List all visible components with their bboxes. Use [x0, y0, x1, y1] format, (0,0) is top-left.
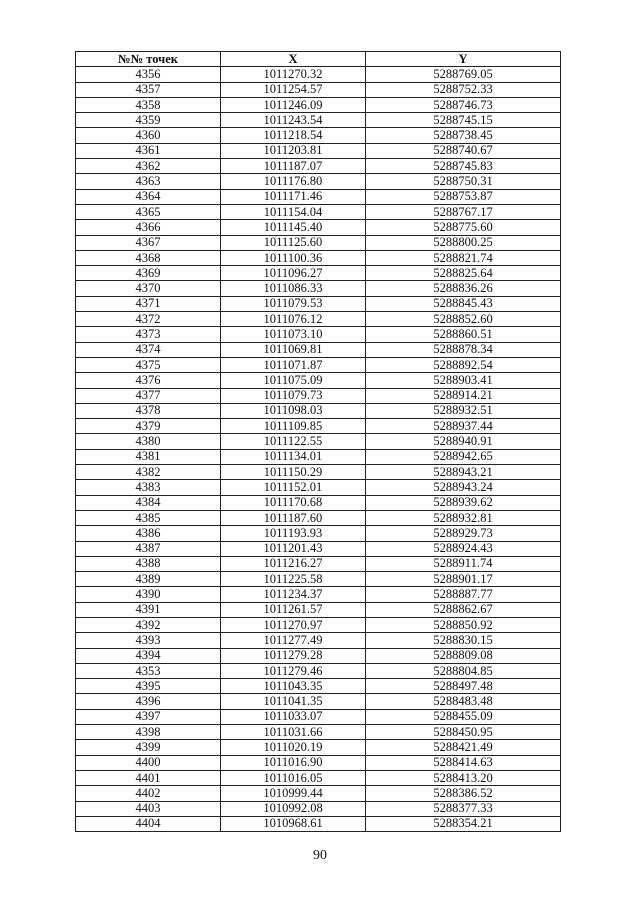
y-coordinate-cell: 5288386.52 — [366, 786, 561, 801]
point-number-cell: 4361 — [76, 143, 221, 158]
point-number-cell: 4375 — [76, 357, 221, 372]
point-number-cell: 4369 — [76, 266, 221, 281]
point-number-cell: 4379 — [76, 419, 221, 434]
x-coordinate-cell: 1011016.05 — [221, 770, 366, 785]
x-coordinate-cell: 1011073.10 — [221, 327, 366, 342]
y-coordinate-cell: 5288483.48 — [366, 694, 561, 709]
table-row — [76, 725, 561, 740]
y-coordinate-cell: 5288940.91 — [366, 434, 561, 449]
table-row — [76, 113, 561, 128]
point-number-cell: 4376 — [76, 373, 221, 388]
x-coordinate-cell: 1011246.09 — [221, 97, 366, 112]
x-coordinate-cell: 1011100.36 — [221, 250, 366, 265]
table-row — [76, 816, 561, 831]
table-row — [76, 128, 561, 143]
point-number-cell: 4388 — [76, 556, 221, 571]
x-coordinate-cell: 1011193.93 — [221, 526, 366, 541]
point-number-cell: 4403 — [76, 801, 221, 816]
point-number-cell: 4353 — [76, 663, 221, 678]
point-number-cell: 4400 — [76, 755, 221, 770]
point-number-cell: 4392 — [76, 617, 221, 632]
point-number-cell: 4374 — [76, 342, 221, 357]
table-row — [76, 617, 561, 632]
y-coordinate-cell: 5288421.49 — [366, 740, 561, 755]
table-row — [76, 465, 561, 480]
point-number-cell: 4399 — [76, 740, 221, 755]
coordinates-table — [75, 51, 561, 832]
x-coordinate-cell: 1011187.07 — [221, 159, 366, 174]
y-coordinate-cell: 5288939.62 — [366, 495, 561, 510]
table-row — [76, 556, 561, 571]
y-coordinate-cell: 5288911.74 — [366, 556, 561, 571]
table-row — [76, 97, 561, 112]
x-coordinate-cell: 1011043.35 — [221, 679, 366, 694]
point-number-cell: 4378 — [76, 403, 221, 418]
point-number-cell: 4357 — [76, 82, 221, 97]
y-coordinate-cell: 5288804.85 — [366, 663, 561, 678]
table-row — [76, 740, 561, 755]
y-coordinate-cell: 5288738.45 — [366, 128, 561, 143]
x-coordinate-cell: 1011170.68 — [221, 495, 366, 510]
table-row — [76, 709, 561, 724]
y-coordinate-cell: 5288414.63 — [366, 755, 561, 770]
header-point-number: №№ точек — [76, 52, 221, 67]
table-row — [76, 801, 561, 816]
y-coordinate-cell: 5288450.95 — [366, 725, 561, 740]
x-coordinate-cell: 1011225.58 — [221, 572, 366, 587]
table-header — [76, 52, 561, 67]
table-row — [76, 602, 561, 617]
point-number-cell: 4396 — [76, 694, 221, 709]
point-number-cell: 4365 — [76, 204, 221, 219]
x-coordinate-cell: 1011109.85 — [221, 419, 366, 434]
table-row — [76, 770, 561, 785]
x-coordinate-cell: 1011218.54 — [221, 128, 366, 143]
x-coordinate-cell: 1011154.04 — [221, 204, 366, 219]
x-coordinate-cell: 1011279.28 — [221, 648, 366, 663]
y-coordinate-cell: 5288800.25 — [366, 235, 561, 250]
point-number-cell: 4386 — [76, 526, 221, 541]
point-number-cell: 4360 — [76, 128, 221, 143]
x-coordinate-cell: 1011016.90 — [221, 755, 366, 770]
point-number-cell: 4394 — [76, 648, 221, 663]
x-coordinate-cell: 1011171.46 — [221, 189, 366, 204]
point-number-cell: 4395 — [76, 679, 221, 694]
x-coordinate-cell: 1011243.54 — [221, 113, 366, 128]
point-number-cell: 4402 — [76, 786, 221, 801]
x-coordinate-cell: 1011216.27 — [221, 556, 366, 571]
x-coordinate-cell: 1011150.29 — [221, 465, 366, 480]
y-coordinate-cell: 5288845.43 — [366, 296, 561, 311]
y-coordinate-cell: 5288767.17 — [366, 204, 561, 219]
x-coordinate-cell: 1011086.33 — [221, 281, 366, 296]
x-coordinate-cell: 1011279.46 — [221, 663, 366, 678]
table-row — [76, 250, 561, 265]
y-coordinate-cell: 5288903.41 — [366, 373, 561, 388]
point-number-cell: 4398 — [76, 725, 221, 740]
x-coordinate-cell: 1011075.09 — [221, 373, 366, 388]
table-row — [76, 663, 561, 678]
header-row — [76, 52, 561, 67]
x-coordinate-cell: 1011201.43 — [221, 541, 366, 556]
point-number-cell: 4381 — [76, 449, 221, 464]
table-row — [76, 373, 561, 388]
table-row — [76, 419, 561, 434]
y-coordinate-cell: 5288937.44 — [366, 419, 561, 434]
y-coordinate-cell: 5288752.33 — [366, 82, 561, 97]
point-number-cell: 4364 — [76, 189, 221, 204]
table-row — [76, 541, 561, 556]
table-row — [76, 434, 561, 449]
y-coordinate-cell: 5288775.60 — [366, 220, 561, 235]
x-coordinate-cell: 1011125.60 — [221, 235, 366, 250]
point-number-cell: 4372 — [76, 312, 221, 327]
table-row — [76, 403, 561, 418]
table-row — [76, 357, 561, 372]
y-coordinate-cell: 5288943.21 — [366, 465, 561, 480]
y-coordinate-cell: 5288821.74 — [366, 250, 561, 265]
point-number-cell: 4367 — [76, 235, 221, 250]
y-coordinate-cell: 5288354.21 — [366, 816, 561, 831]
point-number-cell: 4397 — [76, 709, 221, 724]
table-row — [76, 510, 561, 525]
x-coordinate-cell: 1011270.32 — [221, 67, 366, 82]
y-coordinate-cell: 5288413.20 — [366, 770, 561, 785]
point-number-cell: 4385 — [76, 510, 221, 525]
x-coordinate-cell: 1011277.49 — [221, 633, 366, 648]
y-coordinate-cell: 5288852.60 — [366, 312, 561, 327]
point-number-cell: 4389 — [76, 572, 221, 587]
table-row — [76, 449, 561, 464]
table-row — [76, 159, 561, 174]
x-coordinate-cell: 1011096.27 — [221, 266, 366, 281]
point-number-cell: 4356 — [76, 67, 221, 82]
y-coordinate-cell: 5288745.15 — [366, 113, 561, 128]
table-row — [76, 480, 561, 495]
x-coordinate-cell: 1011254.57 — [221, 82, 366, 97]
point-number-cell: 4358 — [76, 97, 221, 112]
y-coordinate-cell: 5288497.48 — [366, 679, 561, 694]
table-row — [76, 495, 561, 510]
table-row — [76, 526, 561, 541]
point-number-cell: 4366 — [76, 220, 221, 235]
y-coordinate-cell: 5288932.81 — [366, 510, 561, 525]
x-coordinate-cell: 1011033.07 — [221, 709, 366, 724]
point-number-cell: 4370 — [76, 281, 221, 296]
y-coordinate-cell: 5288892.54 — [366, 357, 561, 372]
y-coordinate-cell: 5288924.43 — [366, 541, 561, 556]
table-row — [76, 587, 561, 602]
table-row — [76, 143, 561, 158]
y-coordinate-cell: 5288887.77 — [366, 587, 561, 602]
table-row — [76, 694, 561, 709]
header-y: Y — [366, 52, 561, 67]
y-coordinate-cell: 5288850.92 — [366, 617, 561, 632]
y-coordinate-cell: 5288901.17 — [366, 572, 561, 587]
y-coordinate-cell: 5288830.15 — [366, 633, 561, 648]
x-coordinate-cell: 1011098.03 — [221, 403, 366, 418]
table-row — [76, 296, 561, 311]
y-coordinate-cell: 5288942.65 — [366, 449, 561, 464]
x-coordinate-cell: 1011270.97 — [221, 617, 366, 632]
y-coordinate-cell: 5288914.21 — [366, 388, 561, 403]
table-row — [76, 327, 561, 342]
y-coordinate-cell: 5288929.73 — [366, 526, 561, 541]
point-number-cell: 4373 — [76, 327, 221, 342]
point-number-cell: 4391 — [76, 602, 221, 617]
x-coordinate-cell: 1011145.40 — [221, 220, 366, 235]
x-coordinate-cell: 1011041.35 — [221, 694, 366, 709]
x-coordinate-cell: 1011203.81 — [221, 143, 366, 158]
table-body — [76, 67, 561, 832]
x-coordinate-cell: 1011152.01 — [221, 480, 366, 495]
y-coordinate-cell: 5288745.83 — [366, 159, 561, 174]
y-coordinate-cell: 5288740.67 — [366, 143, 561, 158]
point-number-cell: 4393 — [76, 633, 221, 648]
point-number-cell: 4362 — [76, 159, 221, 174]
table-row — [76, 82, 561, 97]
point-number-cell: 4359 — [76, 113, 221, 128]
point-number-cell: 4382 — [76, 465, 221, 480]
point-number-cell: 4363 — [76, 174, 221, 189]
point-number-cell: 4368 — [76, 250, 221, 265]
x-coordinate-cell: 1011187.60 — [221, 510, 366, 525]
x-coordinate-cell: 1011020.19 — [221, 740, 366, 755]
header-x: X — [221, 52, 366, 67]
x-coordinate-cell: 1011234.37 — [221, 587, 366, 602]
x-coordinate-cell: 1011176.80 — [221, 174, 366, 189]
y-coordinate-cell: 5288860.51 — [366, 327, 561, 342]
y-coordinate-cell: 5288377.33 — [366, 801, 561, 816]
table-row — [76, 235, 561, 250]
table-row — [76, 281, 561, 296]
y-coordinate-cell: 5288878.34 — [366, 342, 561, 357]
x-coordinate-cell: 1011134.01 — [221, 449, 366, 464]
table-row — [76, 67, 561, 82]
point-number-cell: 4371 — [76, 296, 221, 311]
y-coordinate-cell: 5288455.09 — [366, 709, 561, 724]
x-coordinate-cell: 1011076.12 — [221, 312, 366, 327]
table-row — [76, 648, 561, 663]
point-number-cell: 4383 — [76, 480, 221, 495]
table-row — [76, 204, 561, 219]
y-coordinate-cell: 5288769.05 — [366, 67, 561, 82]
table-row — [76, 174, 561, 189]
y-coordinate-cell: 5288836.26 — [366, 281, 561, 296]
y-coordinate-cell: 5288862.67 — [366, 602, 561, 617]
table-row — [76, 786, 561, 801]
y-coordinate-cell: 5288750.31 — [366, 174, 561, 189]
table-row — [76, 572, 561, 587]
x-coordinate-cell: 1010968.61 — [221, 816, 366, 831]
y-coordinate-cell: 5288809.08 — [366, 648, 561, 663]
point-number-cell: 4384 — [76, 495, 221, 510]
x-coordinate-cell: 1010992.08 — [221, 801, 366, 816]
table-row — [76, 633, 561, 648]
table-row — [76, 342, 561, 357]
point-number-cell: 4401 — [76, 770, 221, 785]
x-coordinate-cell: 1011031.66 — [221, 725, 366, 740]
table-row — [76, 679, 561, 694]
point-number-cell: 4404 — [76, 816, 221, 831]
point-number-cell: 4380 — [76, 434, 221, 449]
x-coordinate-cell: 1011079.53 — [221, 296, 366, 311]
x-coordinate-cell: 1011079.73 — [221, 388, 366, 403]
table-row — [76, 755, 561, 770]
y-coordinate-cell: 5288943.24 — [366, 480, 561, 495]
table-row — [76, 312, 561, 327]
point-number-cell: 4387 — [76, 541, 221, 556]
x-coordinate-cell: 1011261.57 — [221, 602, 366, 617]
table-row — [76, 220, 561, 235]
x-coordinate-cell: 1010999.44 — [221, 786, 366, 801]
y-coordinate-cell: 5288825.64 — [366, 266, 561, 281]
x-coordinate-cell: 1011122.55 — [221, 434, 366, 449]
page-number: 90 — [313, 848, 327, 863]
x-coordinate-cell: 1011071.87 — [221, 357, 366, 372]
table-row — [76, 266, 561, 281]
point-number-cell: 4377 — [76, 388, 221, 403]
y-coordinate-cell: 5288932.51 — [366, 403, 561, 418]
y-coordinate-cell: 5288753.87 — [366, 189, 561, 204]
table-row — [76, 189, 561, 204]
x-coordinate-cell: 1011069.81 — [221, 342, 366, 357]
table-row — [76, 388, 561, 403]
y-coordinate-cell: 5288746.73 — [366, 97, 561, 112]
point-number-cell: 4390 — [76, 587, 221, 602]
